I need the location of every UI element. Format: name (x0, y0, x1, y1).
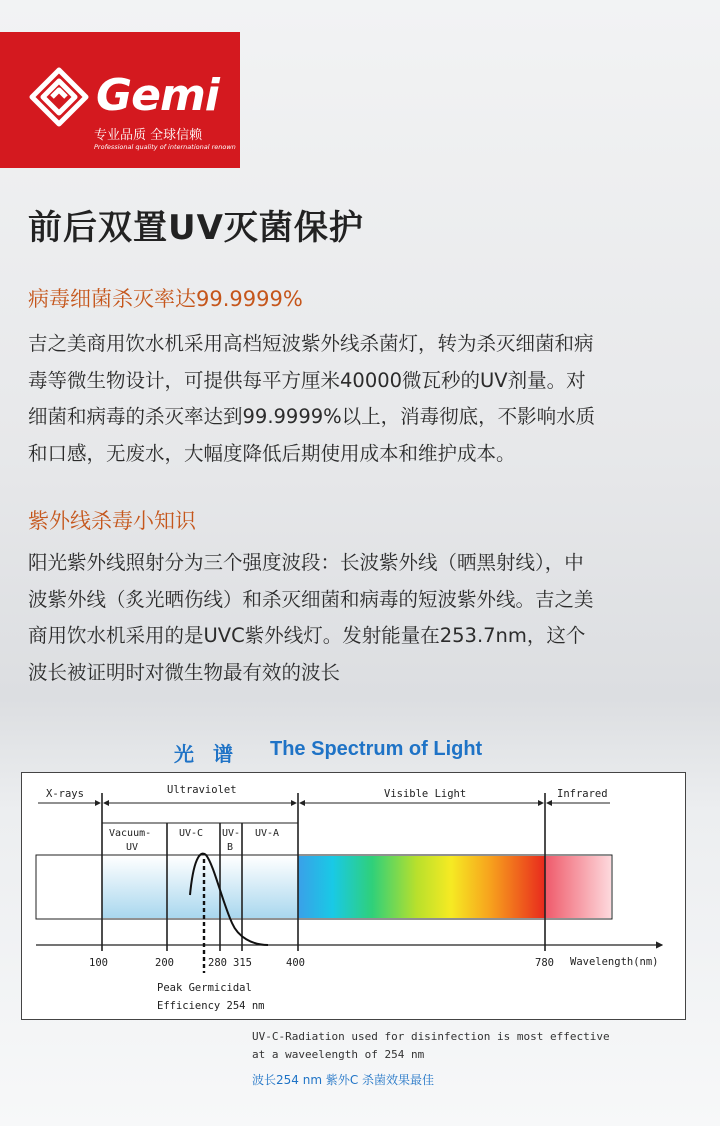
section2-heading: 紫外线杀毒小知识 (28, 509, 196, 533)
brand-logo (0, 32, 240, 168)
section2-line: 阳光紫外线照射分为三个强度波段：长波紫外线（晒黑射线），中 (28, 551, 584, 574)
label-uvb-1: UV- (222, 828, 241, 839)
tick-780: 780 (535, 957, 554, 969)
peak-label-1: Peak Germicidal (157, 982, 252, 994)
visible-region (298, 856, 545, 918)
infrared-region (545, 856, 611, 918)
brand-name: Gemi (96, 70, 219, 121)
label-vacuum-uv-2: UV (126, 842, 139, 853)
tick-200: 200 (155, 957, 174, 969)
section1-heading: 病毒细菌杀灭率达99.9999% (28, 287, 303, 311)
label-infrared: Infrared (557, 788, 608, 800)
tick-400: 400 (286, 957, 305, 969)
note-en-line-1: UV-C-Radiation used for disinfection is most effective (252, 1030, 610, 1043)
spectrum-title-en: The Spectrum of Light (270, 738, 483, 760)
section1-line: 和口感，无废水，大幅度降低后期使用成本和维护成本。 (28, 441, 516, 465)
spectrum-svg (22, 773, 685, 1019)
section2-line: 商用饮水机采用的是UVC紫外线灯。发射能量在253.7nm，这个 (28, 624, 586, 647)
spectrum-title-cn: 光 谱 (174, 742, 239, 766)
section1-line: 细菌和病毒的杀灭率达到99.9999%以上，消毒彻底，不影响水质 (28, 405, 596, 428)
label-xrays: X-rays (46, 788, 84, 800)
label-visible: Visible Light (384, 788, 467, 800)
brand-subtagline: Professional quality of international renown (94, 143, 236, 151)
tick-280: 280 (208, 957, 227, 969)
label-uvb-2: B (227, 842, 234, 853)
brand-tagline: 专业品质 全球信赖 (94, 128, 203, 143)
section2-line: 波紫外线（炙光晒伤线）和杀灭细菌和病毒的短波紫外线。吉之美 (28, 587, 594, 611)
note-en-line-2: at a waveelength of 254 nm (252, 1048, 425, 1061)
section1-line: 毒等微生物设计，可提供每平方厘米40000微瓦秒的UV剂量。对 (28, 368, 586, 392)
axis-label: Wavelength(nm) (570, 956, 659, 968)
label-vacuum-uv-1: Vacuum- (109, 828, 152, 839)
label-uva: UV-A (255, 828, 280, 839)
tick-100: 100 (89, 957, 108, 969)
section2-body (28, 545, 700, 691)
label-uvc: UV-C (179, 828, 204, 839)
gemi-logo-icon (28, 66, 90, 128)
note-cn: 波长254 nm 紫外C 杀菌效果最佳 (252, 1073, 435, 1087)
label-ultraviolet: Ultraviolet (167, 784, 237, 796)
spectrum-diagram (21, 772, 686, 1020)
tick-315: 315 (233, 957, 252, 969)
uv-region (102, 856, 298, 918)
section1-line: 吉之美商用饮水机采用高档短波紫外线杀菌灯，转为杀灭细菌和病 (28, 332, 594, 355)
peak-label-2: Efficiency 254 nm (157, 1000, 265, 1012)
page-title: 前后双置UV灭菌保护 (28, 208, 364, 248)
section2-line: 波长被证明时对微生物最有效的波长 (28, 660, 341, 684)
section1-body (28, 326, 700, 472)
